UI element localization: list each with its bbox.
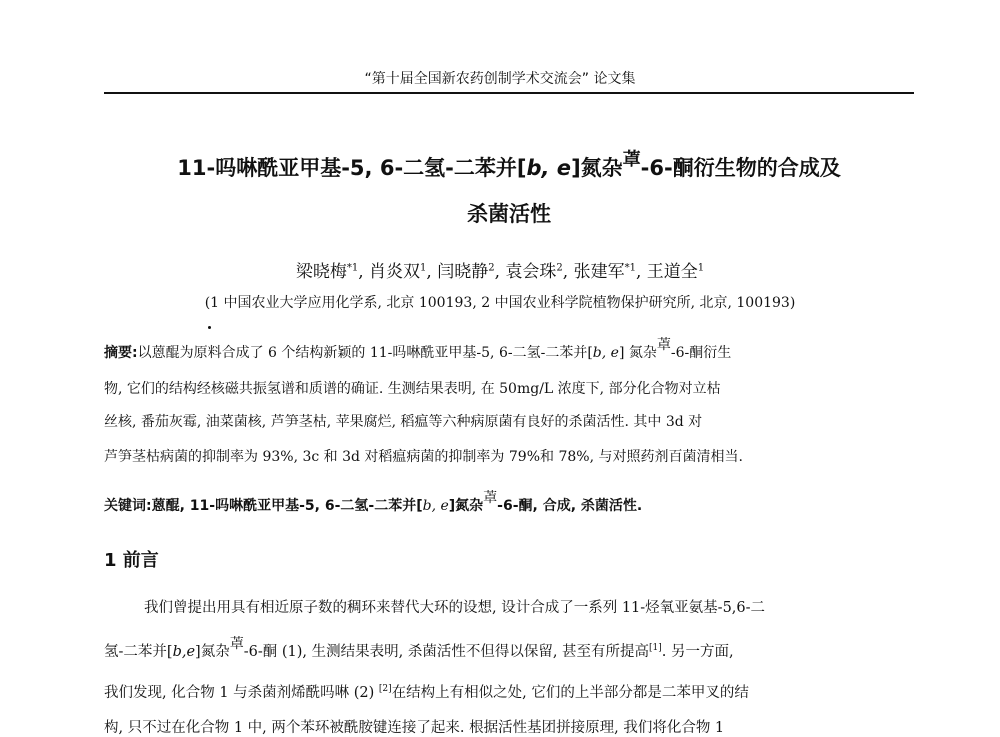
body-text: 在结构上有相似之处, 它们的上半部分都是二苯甲叉的结: [391, 685, 749, 701]
keywords-text: -6-酮, 合成, 杀菌活性.: [497, 498, 643, 514]
body-text: ]氮杂: [195, 644, 230, 660]
author-affil-mark: 1: [697, 262, 705, 274]
abstract-line: 丝核, 番茄灰霉, 油菜菌核, 芦笋茎枯, 苹果腐烂, 稻瘟等六种病原菌有良好的杀菌活性. 其中 3d 对: [104, 414, 703, 430]
body-text: 我们发现, 化合物 1 与杀菌剂烯酰吗啉 (2): [104, 685, 379, 701]
title-text-b: ]氮杂: [571, 156, 623, 180]
author-affil-mark: 2: [488, 262, 495, 274]
body-text: . 另一方面,: [661, 644, 734, 660]
keywords: [104, 490, 914, 515]
abstract-italic: b, e: [592, 345, 619, 361]
section-heading: 1 前言: [104, 550, 159, 571]
body-line: 构, 只不过在化合物 1 中, 两个苯环被酰胺键连接了起来. 根据活性基团拼接原理, 我们将化合物 1: [104, 720, 725, 736]
body-zao-char: 䓬: [229, 636, 244, 652]
running-header: “第十届全国新农药创制学术交流会” 论文集: [364, 71, 636, 87]
abstract-line: 物, 它们的结构经核磁共振氢谱和质谱的确证. 生测结果表明, 在 50mg/L 浓度下, 部分化合物对立枯: [104, 381, 721, 397]
scan-speck: [208, 326, 211, 329]
title-text-c: -6-酮衍生物的合成及: [640, 156, 841, 180]
author-affil-mark: *1: [624, 262, 636, 274]
abstract-text: -6-酮衍生: [670, 345, 732, 361]
author: 梁晓梅: [295, 262, 347, 282]
author: 王道全: [646, 262, 698, 282]
abstract-zao-char: 䓬: [656, 337, 671, 353]
keywords-italic: b, e: [422, 498, 449, 514]
body-line: [104, 681, 914, 702]
paper-title-line2: 杀菌活性: [467, 202, 551, 226]
author-affil-mark: 2: [556, 262, 563, 274]
body-text: 氢-二苯并[: [104, 644, 173, 660]
keywords-text: 蒽醌, 11-吗啉酰亚甲基-5, 6-二氢-二苯并[: [151, 498, 423, 514]
title-zao-char: 䓬: [622, 149, 641, 170]
citation-ref: [1]: [649, 643, 662, 654]
author: 袁会珠: [505, 262, 557, 282]
author: 闫晓静: [437, 262, 489, 282]
body-text: -6-酮 (1), 生测结果表明, 杀菌活性不但得以保留, 甚至有所提高: [243, 644, 650, 660]
abstract-line: 芦笋茎枯病菌的抑制率为 93%, 3c 和 3d 对稻瘟病菌的抑制率为 79%和 78%, 与对照药剂百菌清相当.: [104, 449, 743, 465]
abstract-line: [104, 337, 914, 362]
author-affil-mark: 1: [420, 262, 427, 274]
author: 肖炎双: [369, 262, 421, 282]
abstract-text: ] 氮杂: [618, 345, 657, 361]
title-italic: b, e: [526, 156, 572, 180]
abstract-label: 摘要:: [104, 345, 138, 361]
author-list: 梁晓梅$^{*1}$, 肖炎双$^1$, 闫晓静$^2$, 袁会珠$^2$, 张建军$^{*1}$, 王道全$^1$: [295, 262, 705, 282]
header-rule: [104, 92, 914, 94]
abstract-text: 以蒽醌为原料合成了 6 个结构新颖的 11-吗啉酰亚甲基-5, 6-二氢-二苯并[: [137, 345, 593, 361]
body-italic: b,e: [172, 644, 196, 660]
keywords-text: ]氮杂: [448, 498, 484, 514]
body-line: 我们曾提出用具有相近原子数的稠环来替代大环的设想, 设计合成了一系列 11-烃氧亚氨基-5,6-二: [144, 600, 766, 616]
author: 张建军: [573, 262, 625, 282]
title-text-a: 11-吗啉酰亚甲基-5, 6-二氢-二苯并[: [177, 156, 527, 180]
paper-title-line1: [104, 149, 914, 182]
affiliations: (1 中国农业大学应用化学系, 北京 100193, 2 中国农业科学院植物保护研究所, 北京, 100193): [204, 295, 796, 311]
body-line: [104, 636, 914, 661]
keywords-label: 关键词:: [104, 498, 152, 514]
citation-ref: [2]: [378, 684, 392, 695]
keywords-zao-char: 䓬: [483, 490, 498, 506]
author-affil-mark: *1: [346, 262, 359, 274]
